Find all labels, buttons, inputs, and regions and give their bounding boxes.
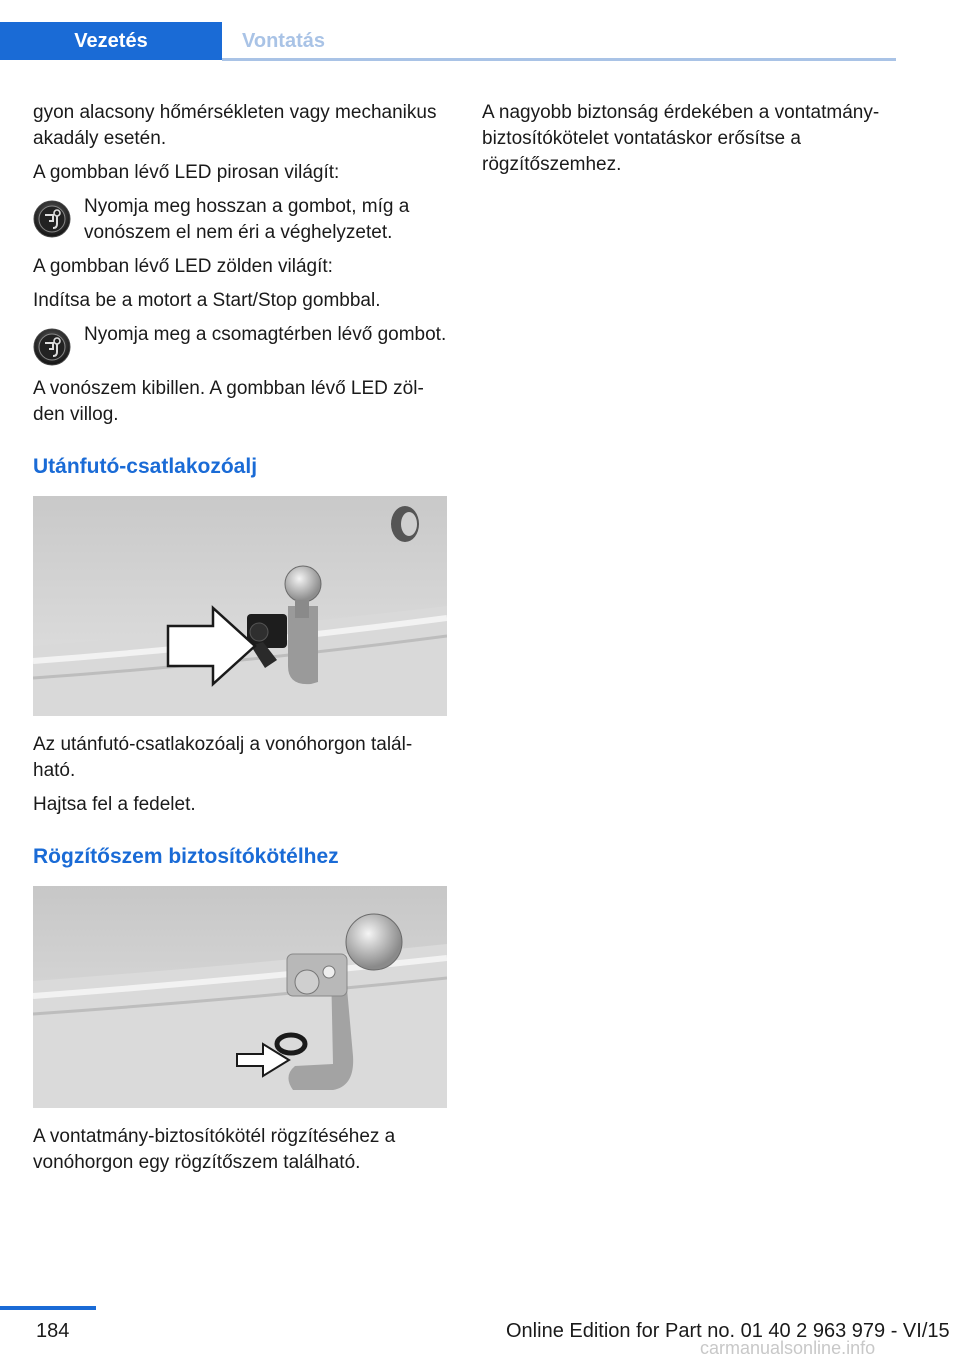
- instruction-row: [33, 194, 447, 246]
- safety-eye-illustration: [33, 886, 447, 1108]
- paragraph: Indítsa be a motort a Start/Stop gombbal.: [33, 290, 381, 311]
- section-heading-eye: Rögzítőszem biztosítókötélhez: [33, 845, 339, 868]
- instruction-text: Nyomja meg a csomagtérben lévő gombot.: [84, 324, 447, 345]
- paragraph: A gombban lévő LED pirosan világít:: [33, 162, 340, 183]
- paragraph: A vonószem kibillen. A gombban lévő LED zölden villog.: [33, 378, 424, 425]
- tow-hitch-button-icon: [33, 326, 71, 368]
- header-tabs: [0, 0, 896, 62]
- paragraph: A gombban lévő LED zölden világít:: [33, 256, 333, 277]
- tow-hitch-button-icon: [33, 198, 71, 240]
- footer-rule: [0, 1306, 96, 1310]
- page-number: 184: [36, 1320, 70, 1342]
- instruction-text: Nyomja meg hosszan a gombot, míg a vonószem el nem éri a véghelyzetet.: [84, 196, 410, 243]
- paragraph: gyon alacsony hőmérsékleten vagy mechanikus akadály esetén.: [33, 102, 437, 149]
- section-heading-socket: Utánfutó-csatlakozóalj: [33, 455, 258, 478]
- paragraph: A vontatmány-biztosítókötél rögzítéséhez a vonóhorgon egy rögzítőszem található.: [33, 1126, 396, 1173]
- right-column: [482, 100, 882, 186]
- tab-vezetes[interactable]: Vezetés: [0, 22, 222, 60]
- header-rule: [222, 58, 896, 61]
- instruction-row: [33, 322, 447, 368]
- watermark: carmanualsonline.info: [700, 1338, 876, 1358]
- paragraph: Az utánfutó-csatlakozóalj a vonóhorgon található.: [33, 734, 413, 781]
- left-column: [33, 100, 447, 1184]
- edition-note: Online Edition for Part no. 01 40 2 963 979 - VI/15: [506, 1320, 950, 1342]
- trailer-socket-illustration: [33, 496, 447, 716]
- tab-vontatas[interactable]: Vontatás: [222, 22, 348, 60]
- paragraph: Hajtsa fel a fedelet.: [33, 794, 196, 815]
- paragraph: A nagyobb biztonság érdekében a vontatmány-biztosítókötelet vontatáskor erősítse a rögzítőszemhez.: [482, 102, 880, 175]
